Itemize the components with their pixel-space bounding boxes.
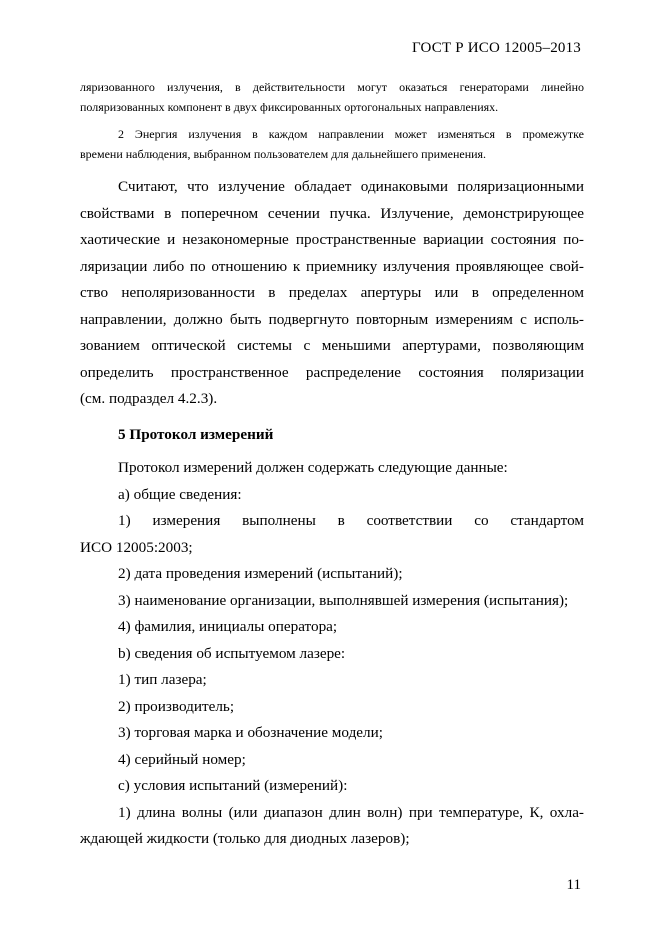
note-line: 2 Энергия излучения в каждом направлении может изменяться в промежутке: [118, 127, 584, 141]
list-item: Протокол измерений должен содержать следующие данные:: [118, 459, 508, 476]
document-header: ГОСТ Р ИСО 12005–2013: [412, 40, 581, 56]
list-item: 4) фамилия, инициалы оператора;: [118, 618, 338, 635]
paragraph-line: свойствами в поперечном сечении пучка. Излучение, демонстрирующее: [80, 204, 584, 222]
page-number: 11: [566, 877, 581, 893]
note-line: времени наблюдения, выбранном пользователем для дальнейшего применения.: [80, 147, 487, 161]
main-paragraph: [80, 174, 584, 413]
list-item: 1) измерения выполнены в соответствии со стандартом: [118, 512, 584, 529]
list-item: ИСО 12005:2003;: [80, 538, 193, 556]
note-line: ляризованного излучения, в действительности могут оказаться генераторами линейно: [80, 80, 584, 94]
list-item: 2) дата проведения измерений (испытаний);: [118, 565, 403, 582]
paragraph-line: ство неполяризованности в пределах апертуры или в определенном: [80, 284, 584, 301]
paragraph-line: хаотические и незакономерные пространственные вариации состояния по-: [80, 231, 584, 248]
paragraph-line: зованием оптической системы с меньшими апертурами, позволяющим: [80, 337, 584, 354]
list-item: 4) серийный номер;: [118, 750, 246, 768]
list-item: 1) длина волны (или диапазон длин волн) при температуре, К, охла-: [118, 803, 584, 821]
section-5: [80, 422, 584, 449]
paragraph-line: направлении, должно быть подвергнуто повторным измерениям с исполь-: [80, 310, 584, 328]
list-item: а) общие сведения:: [118, 485, 242, 503]
list-item: b) сведения об испытуемом лазере:: [118, 644, 346, 662]
list-item: c) условия испытаний (измерений):: [118, 777, 348, 794]
list-item: 1) тип лазера;: [118, 671, 207, 688]
section-5-list: [80, 455, 584, 853]
list-item: 3) наименование организации, выполнявшей измерения (испытания);: [118, 591, 569, 609]
paragraph-line: Считают, что излучение обладает одинаковыми поляризационными: [118, 178, 584, 195]
list-item: 2) производитель;: [118, 697, 235, 715]
note-2: [80, 124, 584, 164]
paragraph-line: ляризации либо по отношению к приемнику излучения проявляющее свой-: [80, 257, 584, 275]
paragraph-line: определить пространственное распределение состояния поляризации: [80, 363, 584, 381]
paragraph-line: (см. подраздел 4.2.3).: [80, 390, 218, 407]
list-item: 3) торговая марка и обозначение модели;: [118, 724, 383, 741]
list-item: ждающей жидкости (только для диодных лазеров);: [80, 830, 410, 847]
note-line: поляризованных компонент в двух фиксированных ортогональных направлениях.: [80, 100, 499, 114]
note-1: [80, 77, 584, 117]
section-heading: 5 Протокол измерений: [118, 426, 274, 443]
